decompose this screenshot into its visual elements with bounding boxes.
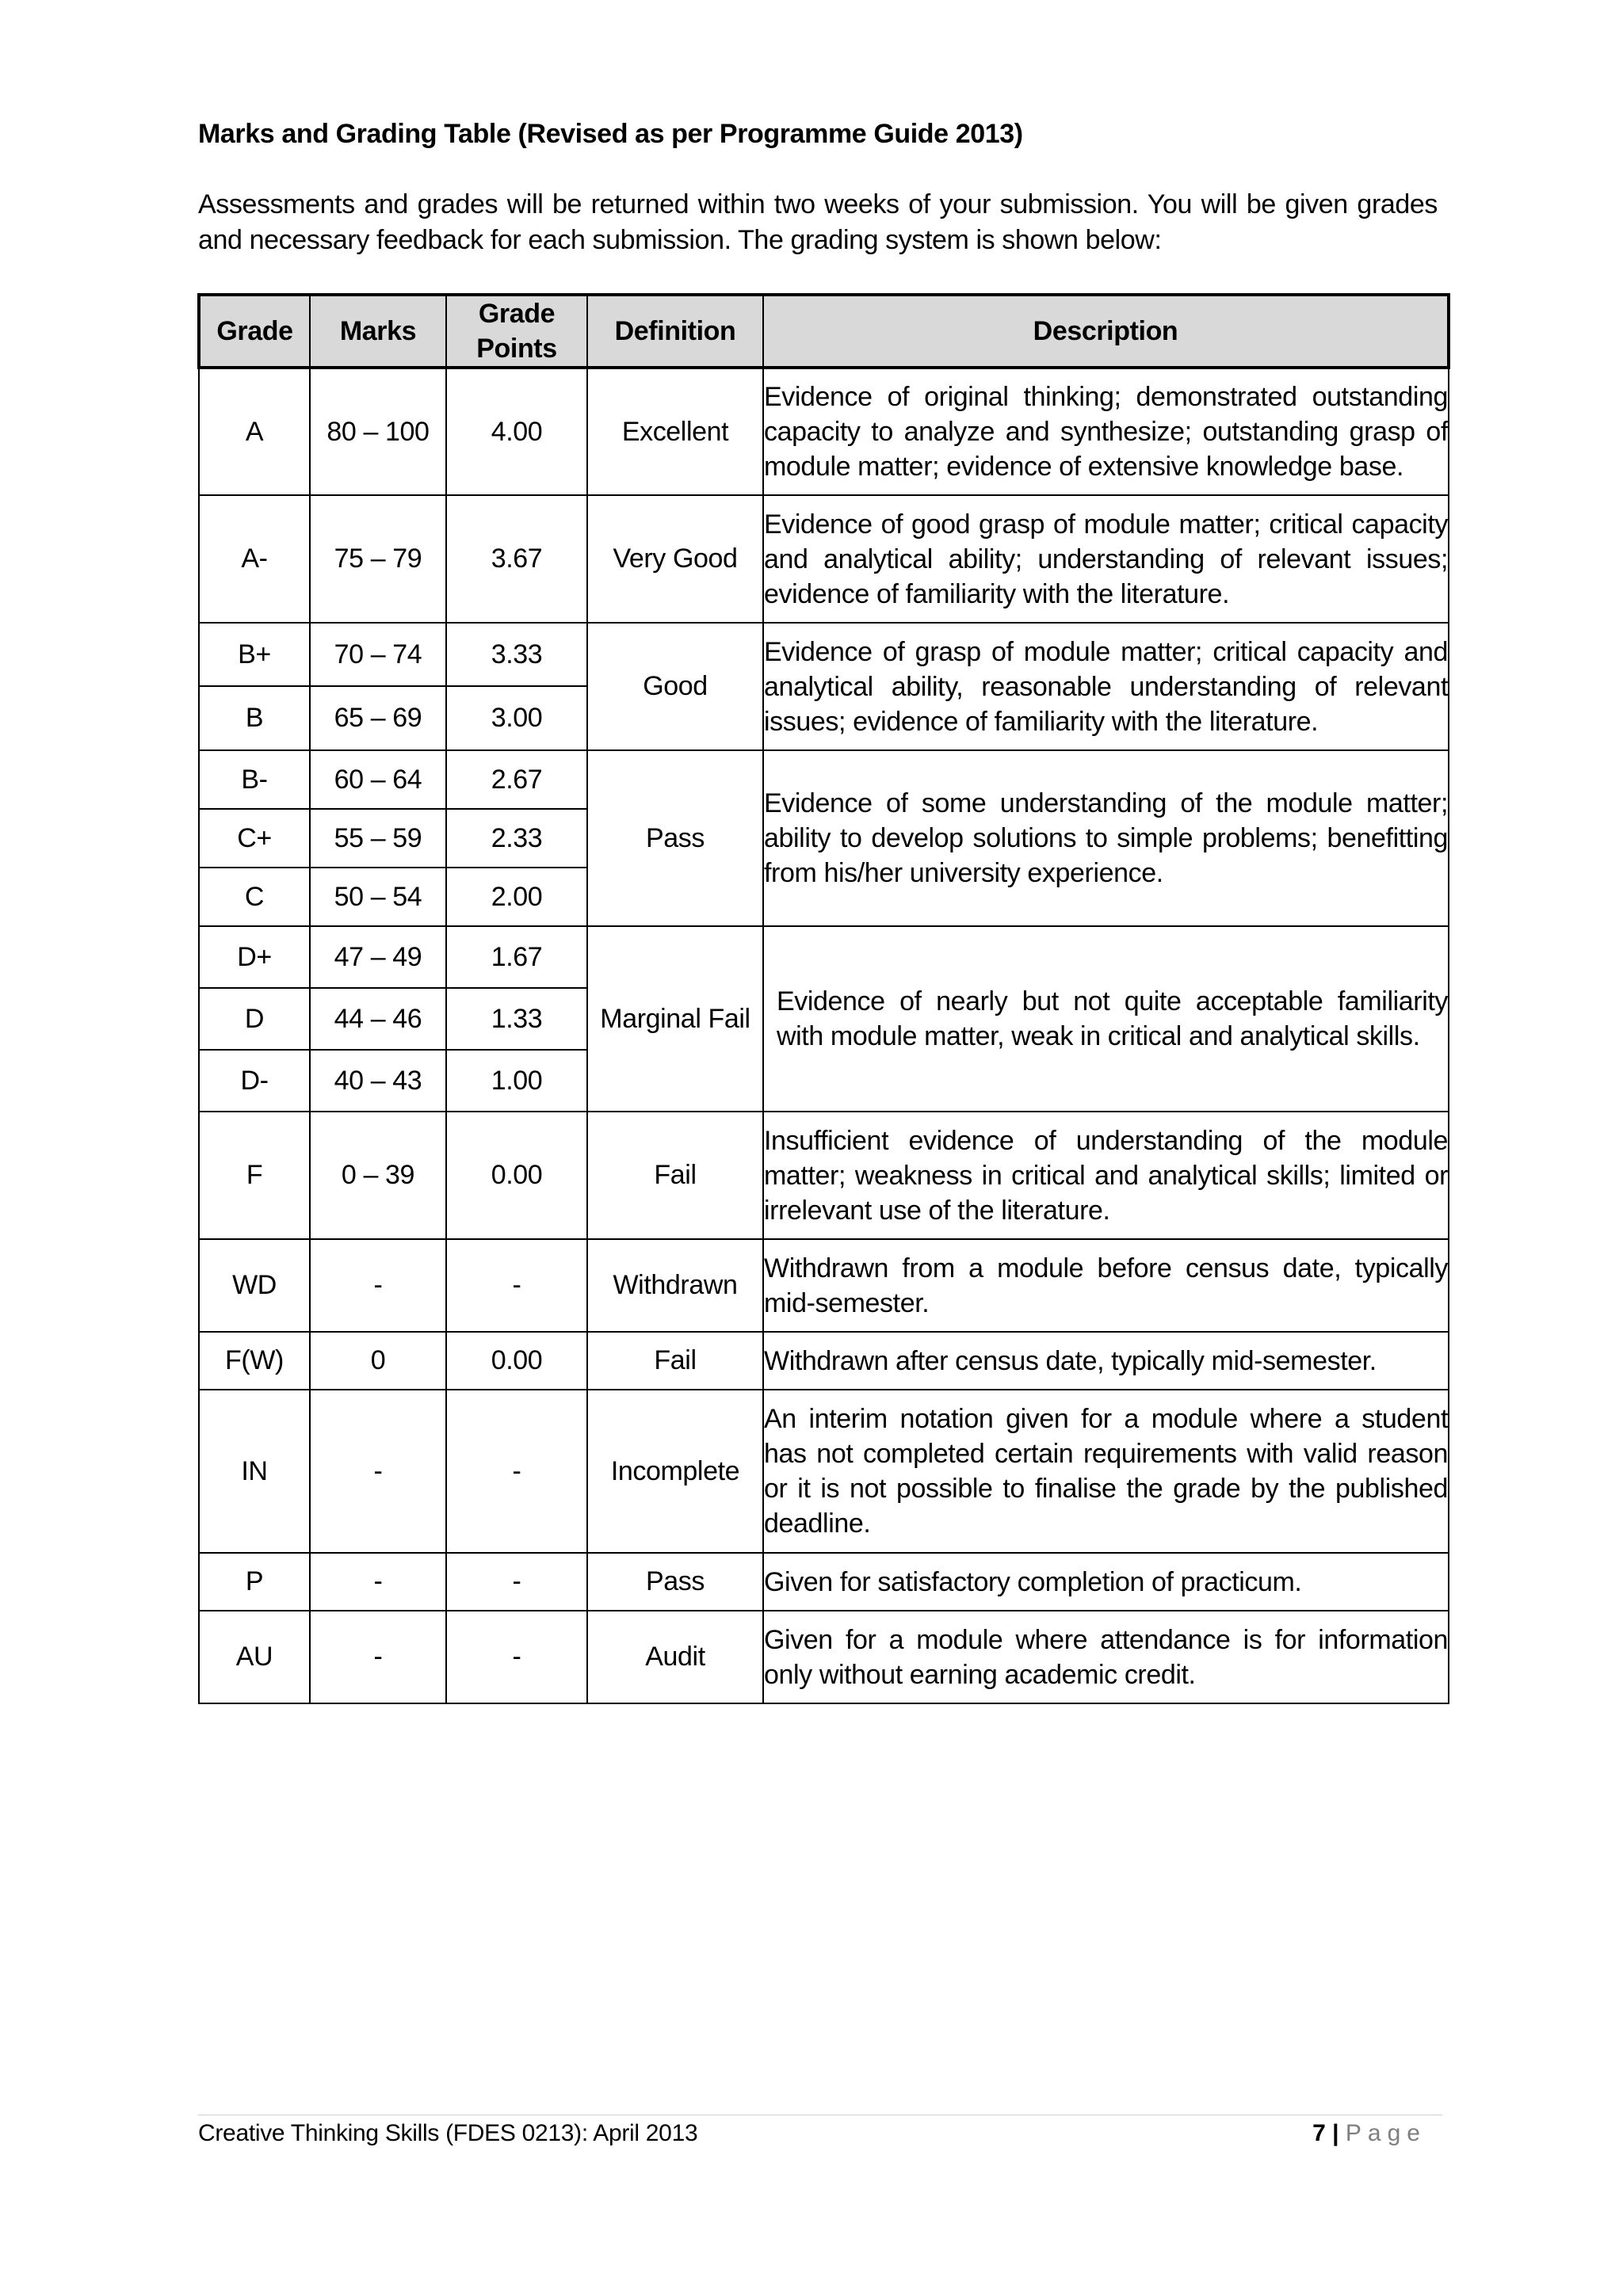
description-cell: Evidence of grasp of module matter; critical capacity and analytical ability, reasonable understanding of relevant issues; evidence of familiarity with the literature. — [763, 623, 1449, 750]
definition-cell: Marginal Fail — [587, 926, 763, 1112]
definition-cell: Excellent — [587, 368, 763, 495]
points-cell: 2.33 — [446, 809, 587, 868]
table-row — [199, 750, 1449, 809]
definition-cell: Very Good — [587, 495, 763, 623]
definition-cell: Pass — [587, 1553, 763, 1611]
marks-cell: 60 – 64 — [310, 750, 446, 809]
points-cell: 2.67 — [446, 750, 587, 809]
grade-cell: AU — [199, 1611, 310, 1703]
grade-cell: C+ — [199, 809, 310, 868]
footer-page-indicator — [1312, 2120, 1426, 2147]
marks-cell: 0 – 39 — [310, 1112, 446, 1239]
description-cell: Evidence of some understanding of the module matter; ability to develop solutions to simple problems; benefitting from his/her university experience. — [763, 750, 1449, 926]
points-cell: - — [446, 1239, 587, 1332]
table-row — [199, 1112, 1449, 1239]
footer-course-info: Creative Thinking Skills (FDES 0213): April 2013 — [198, 2120, 698, 2146]
table-header-row — [199, 295, 1449, 368]
grade-cell: D+ — [199, 926, 310, 988]
points-cell: 1.67 — [446, 926, 587, 988]
points-cell: - — [446, 1390, 587, 1553]
definition-cell: Incomplete — [587, 1390, 763, 1553]
definition-cell: Fail — [587, 1332, 763, 1390]
description-cell: Given for a module where attendance is for information only without earning academic credit. — [763, 1611, 1449, 1703]
definition-cell: Fail — [587, 1112, 763, 1239]
marks-cell: 55 – 59 — [310, 809, 446, 868]
table-row — [199, 1553, 1449, 1611]
marks-cell: - — [310, 1611, 446, 1703]
marks-cell: 47 – 49 — [310, 926, 446, 988]
points-cell: 4.00 — [446, 368, 587, 495]
header-grade-points — [446, 295, 587, 368]
page-number: 7 — [1312, 2120, 1326, 2146]
grade-cell: B — [199, 686, 310, 750]
points-cell: 0.00 — [446, 1112, 587, 1239]
definition-cell: Pass — [587, 750, 763, 926]
points-cell: 1.00 — [446, 1050, 587, 1112]
marks-cell: - — [310, 1553, 446, 1611]
points-cell: 3.00 — [446, 686, 587, 750]
description-cell: Evidence of nearly but not quite acceptable familiarity with module matter, weak in critical and analytical skills. — [763, 926, 1449, 1112]
header-grade: Grade — [199, 295, 310, 368]
table-row — [199, 623, 1449, 686]
grade-cell: A — [199, 368, 310, 495]
definition-cell: Withdrawn — [587, 1239, 763, 1332]
grading-table — [197, 293, 1450, 1704]
points-cell: - — [446, 1553, 587, 1611]
header-definition: Definition — [587, 295, 763, 368]
marks-cell: 80 – 100 — [310, 368, 446, 495]
table-row — [199, 926, 1449, 988]
marks-cell: 70 – 74 — [310, 623, 446, 686]
grade-cell: F(W) — [199, 1332, 310, 1390]
points-cell: 3.67 — [446, 495, 587, 623]
marks-cell: 50 – 54 — [310, 868, 446, 926]
table-row — [199, 1390, 1449, 1553]
points-cell: 2.00 — [446, 868, 587, 926]
grade-cell: P — [199, 1553, 310, 1611]
points-cell: 1.33 — [446, 988, 587, 1050]
header-description: Description — [763, 295, 1449, 368]
grade-cell: B- — [199, 750, 310, 809]
definition-cell: Audit — [587, 1611, 763, 1703]
table-row — [199, 495, 1449, 623]
section-heading: Marks and Grading Table (Revised as per Programme Guide 2013) — [198, 119, 1023, 149]
page-label: Page — [1345, 2120, 1426, 2146]
description-cell: Given for satisfactory completion of practicum. — [763, 1553, 1449, 1611]
marks-cell: - — [310, 1390, 446, 1553]
description-cell: Evidence of good grasp of module matter; critical capacity and analytical ability; understanding of relevant issues; evidence of familiarity with the literature. — [763, 495, 1449, 623]
marks-cell: 44 – 46 — [310, 988, 446, 1050]
grade-cell: A- — [199, 495, 310, 623]
description-cell: Withdrawn after census date, typically mid-semester. — [763, 1332, 1449, 1390]
table-row — [199, 368, 1449, 495]
grade-cell: WD — [199, 1239, 310, 1332]
description-cell: Withdrawn from a module before census date, typically mid-semester. — [763, 1239, 1449, 1332]
definition-cell: Good — [587, 623, 763, 750]
header-grade-points-line2: Points — [476, 334, 557, 364]
points-cell: - — [446, 1611, 587, 1703]
grade-cell: D — [199, 988, 310, 1050]
grade-cell: IN — [199, 1390, 310, 1553]
grade-cell: B+ — [199, 623, 310, 686]
page-separator: | — [1332, 2120, 1339, 2146]
grade-cell: C — [199, 868, 310, 926]
intro-paragraph: Assessments and grades will be returned within two weeks of your submission. You will be given grades and necessary feedback for each submission. The grading system is shown below: — [198, 189, 1438, 255]
marks-cell: - — [310, 1239, 446, 1332]
header-marks: Marks — [310, 295, 446, 368]
marks-cell: 0 — [310, 1332, 446, 1390]
marks-cell: 40 – 43 — [310, 1050, 446, 1112]
table-row — [199, 1332, 1449, 1390]
description-cell: An interim notation given for a module where a student has not completed certain requirements with valid reason or it is not possible to finalise the grade by the published deadline. — [763, 1390, 1449, 1553]
table-row — [199, 1239, 1449, 1332]
points-cell: 3.33 — [446, 623, 587, 686]
marks-cell: 65 – 69 — [310, 686, 446, 750]
grade-cell: D- — [199, 1050, 310, 1112]
points-cell: 0.00 — [446, 1332, 587, 1390]
header-grade-points-line1: Grade — [478, 299, 556, 329]
description-cell: Insufficient evidence of understanding of the module matter; weakness in critical and analytical skills; limited or irrelevant use of the literature. — [763, 1112, 1449, 1239]
description-cell: Evidence of original thinking; demonstrated outstanding capacity to analyze and synthesize; outstanding grasp of module matter; evidence of extensive knowledge base. — [763, 368, 1449, 495]
marks-cell: 75 – 79 — [310, 495, 446, 623]
table-row — [199, 1611, 1449, 1703]
grade-cell: F — [199, 1112, 310, 1239]
